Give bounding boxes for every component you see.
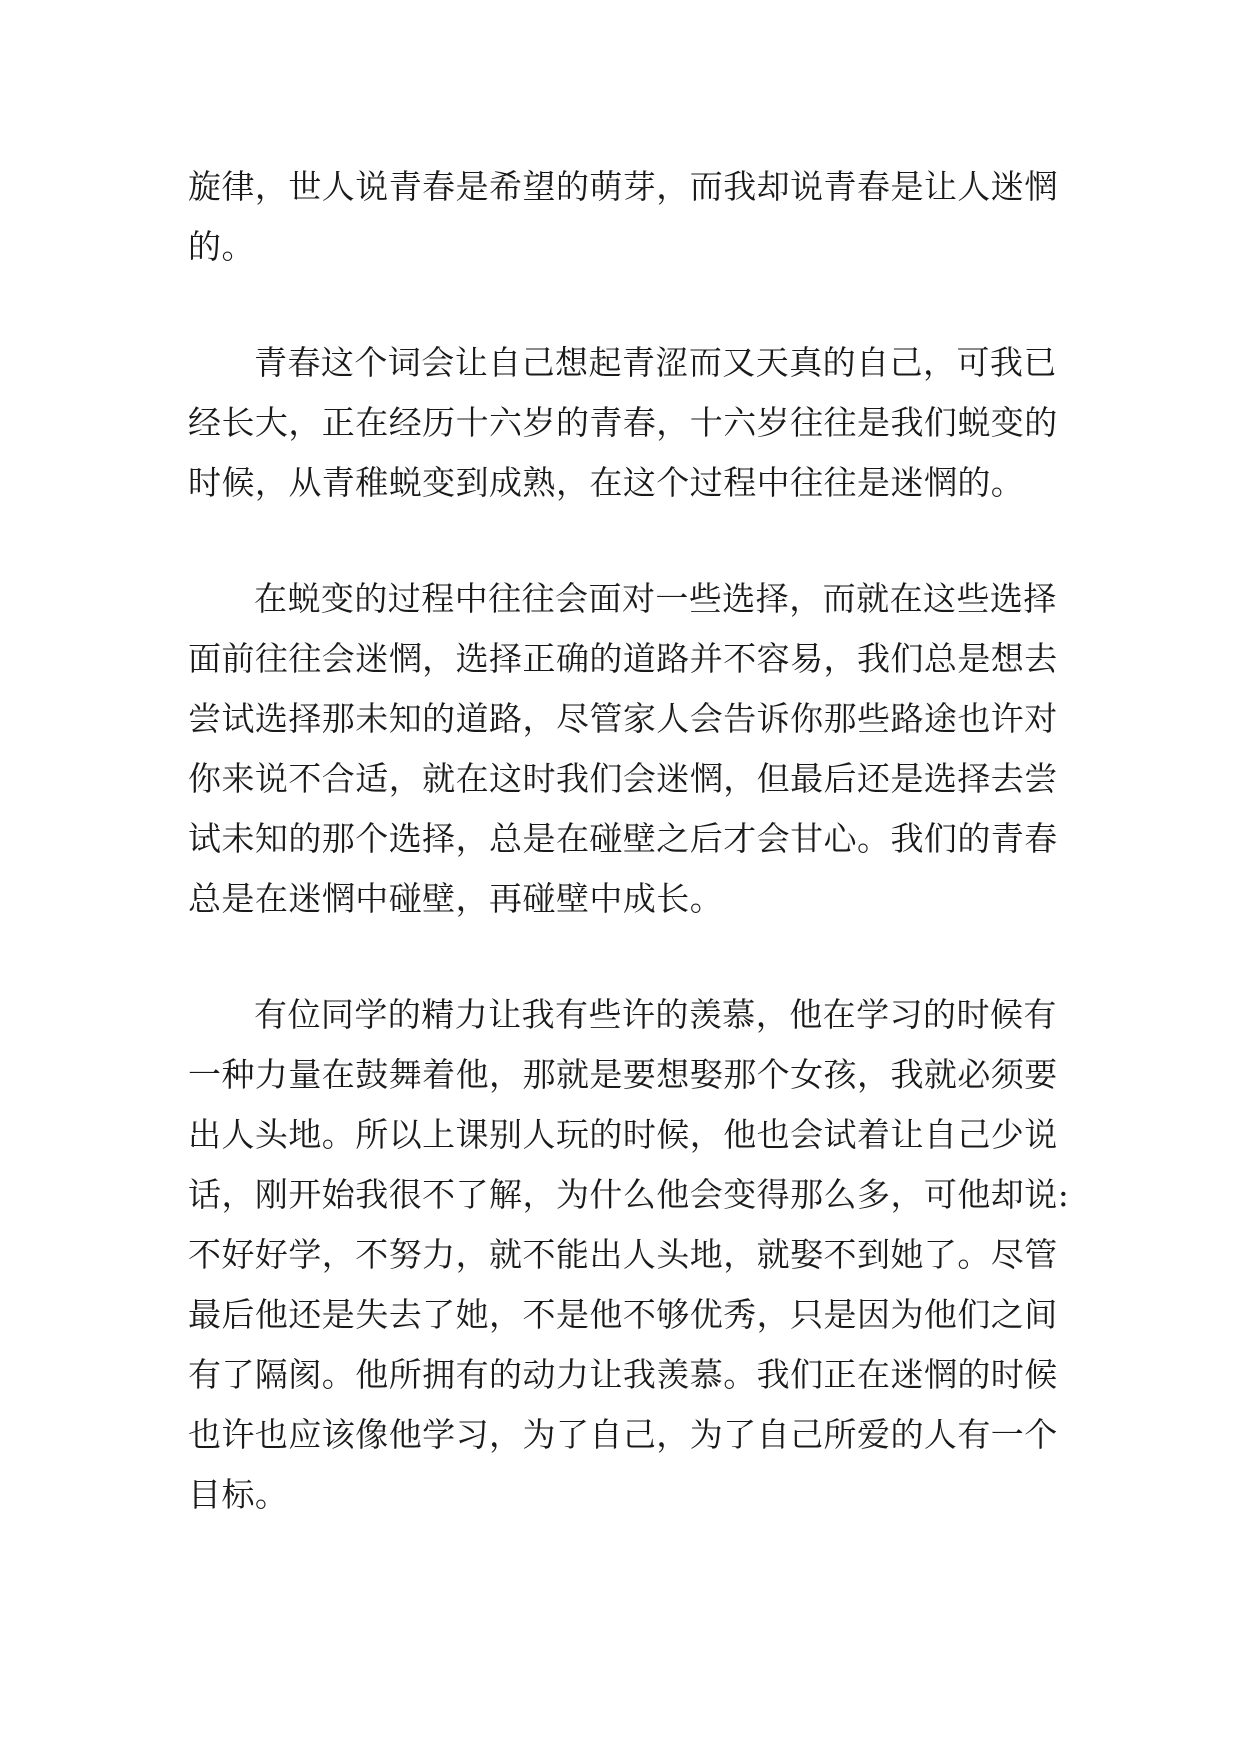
paragraph-line: 一种力量在鼓舞着他，那就是要想娶那个女孩，我就必须要 [188,1055,1058,1094]
paragraph-line: 有了隔阂。他所拥有的动力让我羡慕。我们正在迷惘的时候 [188,1355,1058,1394]
paragraph-line: 总是在迷惘中碰壁，再碰壁中成长。 [188,879,724,918]
paragraph-line: 试未知的那个选择，总是在碰壁之后才会甘心。我们的青春 [188,819,1058,858]
document-body [188,157,1070,1525]
paragraph-2 [188,333,1058,513]
paragraph-line: 面前往往会迷惘，选择正确的道路并不容易，我们总是想去 [188,639,1058,678]
paragraph-line: 旋律，世人说青春是希望的萌芽，而我却说青春是让人迷惘 [188,167,1058,206]
paragraph-1 [188,157,1058,277]
paragraph-line: 有位同学的精力让我有些许的羡慕，他在学习的时候有 [254,995,1057,1034]
paragraph-line: 在蜕变的过程中往往会面对一些选择，而就在这些选择 [254,579,1057,618]
paragraph-spacer [188,929,1053,985]
paragraph-line: 目标。 [188,1475,289,1514]
paragraph-3 [188,569,1058,929]
paragraph-spacer [188,277,1053,333]
paragraph-4 [188,985,1070,1525]
paragraph-line: 青春这个词会让自己想起青涩而又天真的自己，可我已 [254,343,1057,382]
paragraph-line: 也许也应该像他学习，为了自己，为了自己所爱的人有一个 [188,1415,1058,1454]
paragraph-spacer [188,513,1053,569]
paragraph-line: 最后他还是失去了她，不是他不够优秀，只是因为他们之间 [188,1295,1058,1334]
paragraph-line: 话，刚开始我很不了解，为什么他会变得那么多，可他却说: [188,1175,1070,1214]
paragraph-line: 的。 [188,227,255,266]
paragraph-line: 经长大，正在经历十六岁的青春，十六岁往往是我们蜕变的 [188,403,1058,442]
paragraph-line: 出人头地。所以上课别人玩的时候，他也会试着让自己少说 [188,1115,1058,1154]
paragraph-line: 时候，从青稚蜕变到成熟，在这个过程中往往是迷惘的。 [188,463,1025,502]
paragraph-line: 不好好学，不努力，就不能出人头地，就娶不到她了。尽管 [188,1235,1058,1274]
paragraph-line: 尝试选择那未知的道路，尽管家人会告诉你那些路途也许对 [188,699,1058,738]
paragraph-line: 你来说不合适，就在这时我们会迷惘，但最后还是选择去尝 [188,759,1058,798]
